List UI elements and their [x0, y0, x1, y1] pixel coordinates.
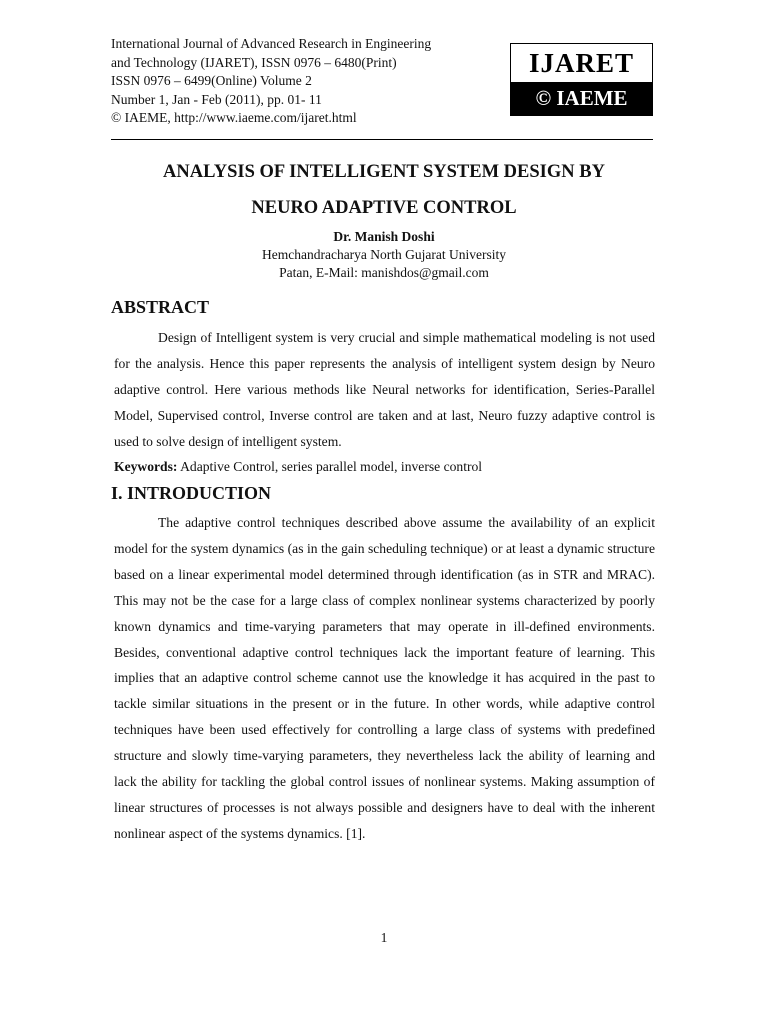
author-affiliation: Hemchandracharya North Gujarat University: [261, 247, 507, 262]
journal-info-line: © IAEME, http://www.iaeme.com/ijaret.html: [111, 110, 357, 125]
introduction-text: The adaptive control techniques described above assume the availability of an explicit model for the system dynamics (as in the gain scheduling technique) or at least a dynamic structure based on a linear experimental model determined through identification (as in STR and MRAC). This may not be the case for a large class of complex nonlinear systems characterized by poorly known dynamics and time-varying parameters that may operate in ill-defined environments. Besides, conventional adaptive control techniques lack the important feature of learning. This implies that an adaptive control scheme cannot use the knowledge it has acquired in the past to tackle similar situations in the present or in the future. In other words, while adaptive control techniques have been used effectively for controlling a large class of systems with predefined structure and slowly time-varying parameters, they nevertheless lack the ability of learning and lack the ability for tackling the global control issues of nonlinear systems. Making assumption of linear structures of processes is not always possible and designers have to deal with the inherent nonlinear aspect of the systems dynamics. [1].: [114, 515, 655, 841]
paper-title-line: NEURO ADAPTIVE CONTROL: [251, 198, 517, 218]
header-divider: [111, 139, 653, 140]
abstract-text: Design of Intelligent system is very crucial and simple mathematical modeling is not used for the analysis. Hence this paper represents the analysis of intelligent system design by Neuro adaptive control. Here various methods like Neural networks for identification, Series-Parallel Model, Supervised control, Inverse control are taken and at last, Neuro fuzzy adaptive control is used to solve design of intelligent system.: [114, 330, 655, 449]
introduction-heading: I. INTRODUCTION: [111, 483, 272, 503]
paper-title-line: ANALYSIS OF INTELLIGENT SYSTEM DESIGN BY: [163, 162, 605, 182]
keywords-line: [114, 456, 655, 478]
logo-publisher: © IAEME: [511, 82, 652, 115]
author-block: [111, 228, 657, 282]
author-contact: Patan, E-Mail: manishdos@gmail.com: [279, 265, 489, 280]
author-name: Dr. Manish Doshi: [333, 229, 435, 244]
journal-info-line: Number 1, Jan - Feb (2011), pp. 01- 11: [111, 91, 322, 107]
logo-title: IJARET: [528, 47, 635, 78]
journal-logo: [510, 43, 653, 116]
journal-info-line: ISSN 0976 – 6499(Online) Volume 2: [111, 73, 312, 88]
paper-title: [111, 154, 657, 226]
journal-info-line: and Technology (IJARET), ISSN 0976 – 6480(Print): [111, 54, 397, 70]
keywords-label: Keywords:: [114, 459, 178, 474]
abstract-heading: ABSTRACT: [111, 297, 210, 317]
journal-info: [111, 35, 503, 128]
page-number: 1: [380, 930, 388, 945]
keywords-text: Adaptive Control, series parallel model, inverse control: [177, 459, 483, 474]
journal-info-line: International Journal of Advanced Research in Engineering: [111, 36, 432, 51]
